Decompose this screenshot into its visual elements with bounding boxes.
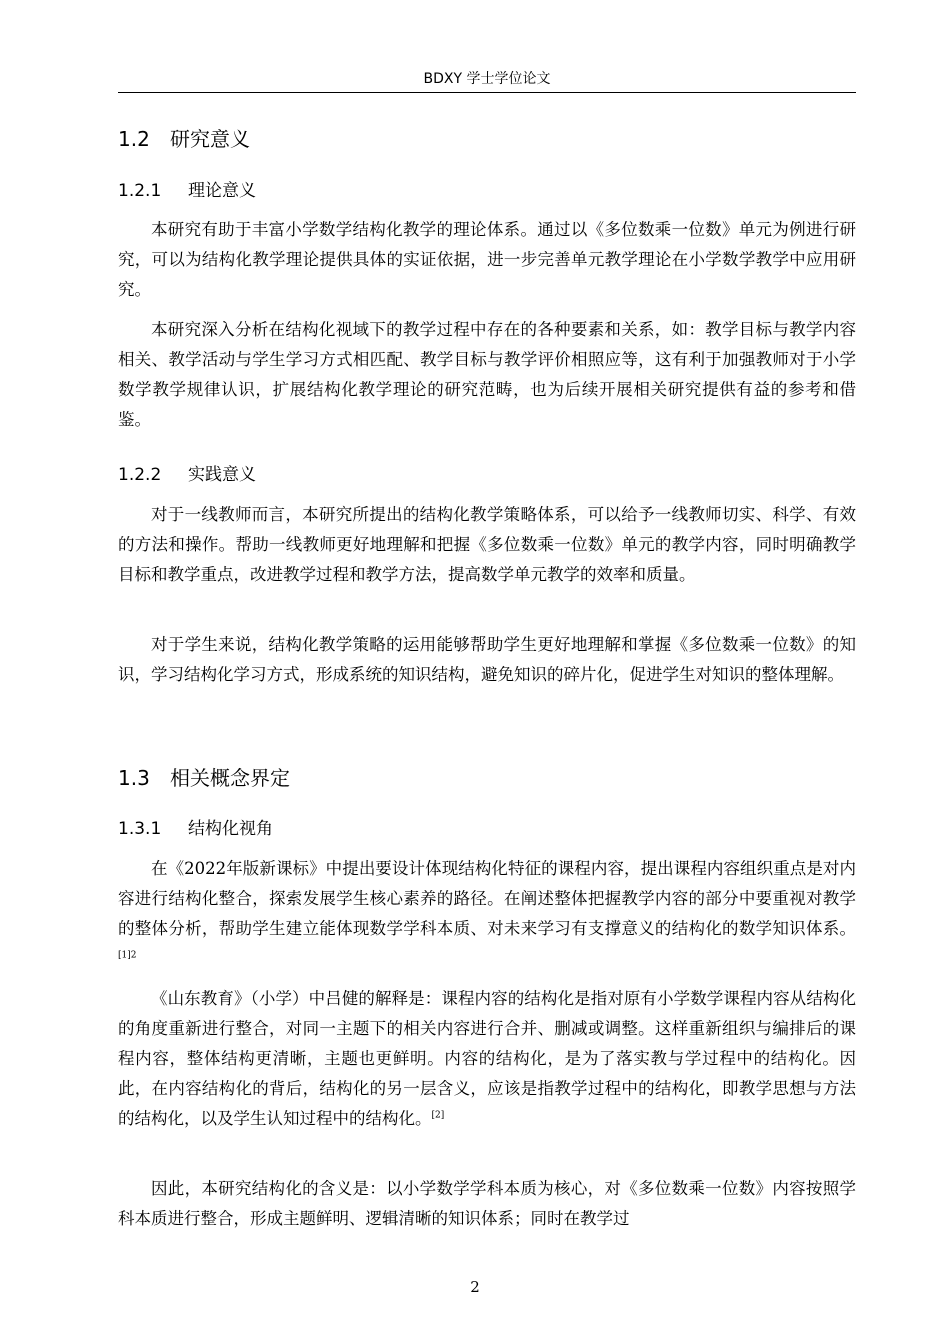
- section-number: 1.3: [118, 766, 150, 790]
- paragraph-text: 在《2022年版新课标》中提出要设计体现结构化特征的课程内容，提出课程内容组织重点是对内容进行结构化整合，探索发展学生核心素养的路径。在阐述整体把握教学内容的部分中要重视对教学的整体分析，帮助学生建立能体现数学学科本质、对未来学习有支撑意义的结构化的数学知识体系。: [118, 859, 856, 938]
- subsection-number: 1.2.2: [118, 465, 162, 485]
- subsection-number: 1.3.1: [118, 819, 162, 839]
- section-heading-1-2: [118, 126, 250, 152]
- running-header: BDXY 学士学位论文: [423, 71, 551, 87]
- subsection-heading-1-3-1: [118, 818, 273, 840]
- paragraph: 对于学生来说，结构化教学策略的运用能够帮助学生更好地理解和掌握《多位数乘一位数》的知识，学习结构化学习方式，形成系统的知识结构，避免知识的碎片化，促进学生对知识的整体理解。: [118, 635, 856, 684]
- subsection-heading-1-2-2: [118, 464, 256, 486]
- paragraph: 本研究有助于丰富小学数学结构化教学的理论体系。通过以《多位数乘一位数》单元为例进行研究，可以为结构化教学理论提供具体的实证依据，进一步完善单元教学理论在小学数学教学中应用研究。: [118, 220, 856, 299]
- header-rule: [118, 92, 856, 93]
- paragraph: 对于一线教师而言，本研究所提出的结构化教学策略体系，可以给予一线教师切实、科学、有效的方法和操作。帮助一线教师更好地理解和把握《多位数乘一位数》单元的教学内容，同时明确教学目标和教学重点，改进教学过程和教学方法，提高数学单元教学的效率和质量。: [118, 505, 856, 584]
- paragraph: 本研究深入分析在结构化视域下的教学过程中存在的各种要素和关系，如：教学目标与教学内容相关、教学活动与学生学习方式相匹配、教学目标与教学评价相照应等，这有利于加强教师对于小学数学教学规律认识，扩展结构化教学理论的研究范畴，也为后续开展相关研究提供有益的参考和借鉴。: [118, 320, 856, 429]
- paragraph: [118, 984, 856, 1134]
- citation-marker: [2]: [431, 1110, 445, 1121]
- subsection-title: 理论意义: [188, 181, 256, 201]
- subsection-title: 实践意义: [188, 465, 256, 485]
- citation-marker: [1]2: [118, 950, 137, 961]
- section-number: 1.2: [118, 127, 150, 151]
- page-number: 2: [470, 1278, 480, 1296]
- subsection-number: 1.2.1: [118, 181, 162, 201]
- paragraph: 因此，本研究结构化的含义是：以小学数学学科本质为核心，对《多位数乘一位数》内容按照学科本质进行整合，形成主题鲜明、逻辑清晰的知识体系；同时在教学过: [118, 1179, 856, 1228]
- section-heading-1-3: [118, 765, 290, 791]
- section-title: 相关概念界定: [170, 766, 290, 790]
- section-title: 研究意义: [170, 127, 250, 151]
- subsection-title: 结构化视角: [188, 819, 273, 839]
- paragraph: [118, 854, 856, 974]
- paragraph-text: 《山东教育》（小学）中吕健的解释是：课程内容的结构化是指对原有小学数学课程内容从结构化的角度重新进行整合，对同一主题下的相关内容进行合并、删减或调整。这样重新组织与编排后的课程内容，整体结构更清晰，主题也更鲜明。内容的结构化，是为了落实教与学过程中的结构化。因此，在内容结构化的背后，结构化的另一层含义，应该是指教学过程中的结构化，即教学思想与方法的结构化，以及学生认知过程中的结构化。: [118, 989, 856, 1128]
- subsection-heading-1-2-1: [118, 180, 256, 202]
